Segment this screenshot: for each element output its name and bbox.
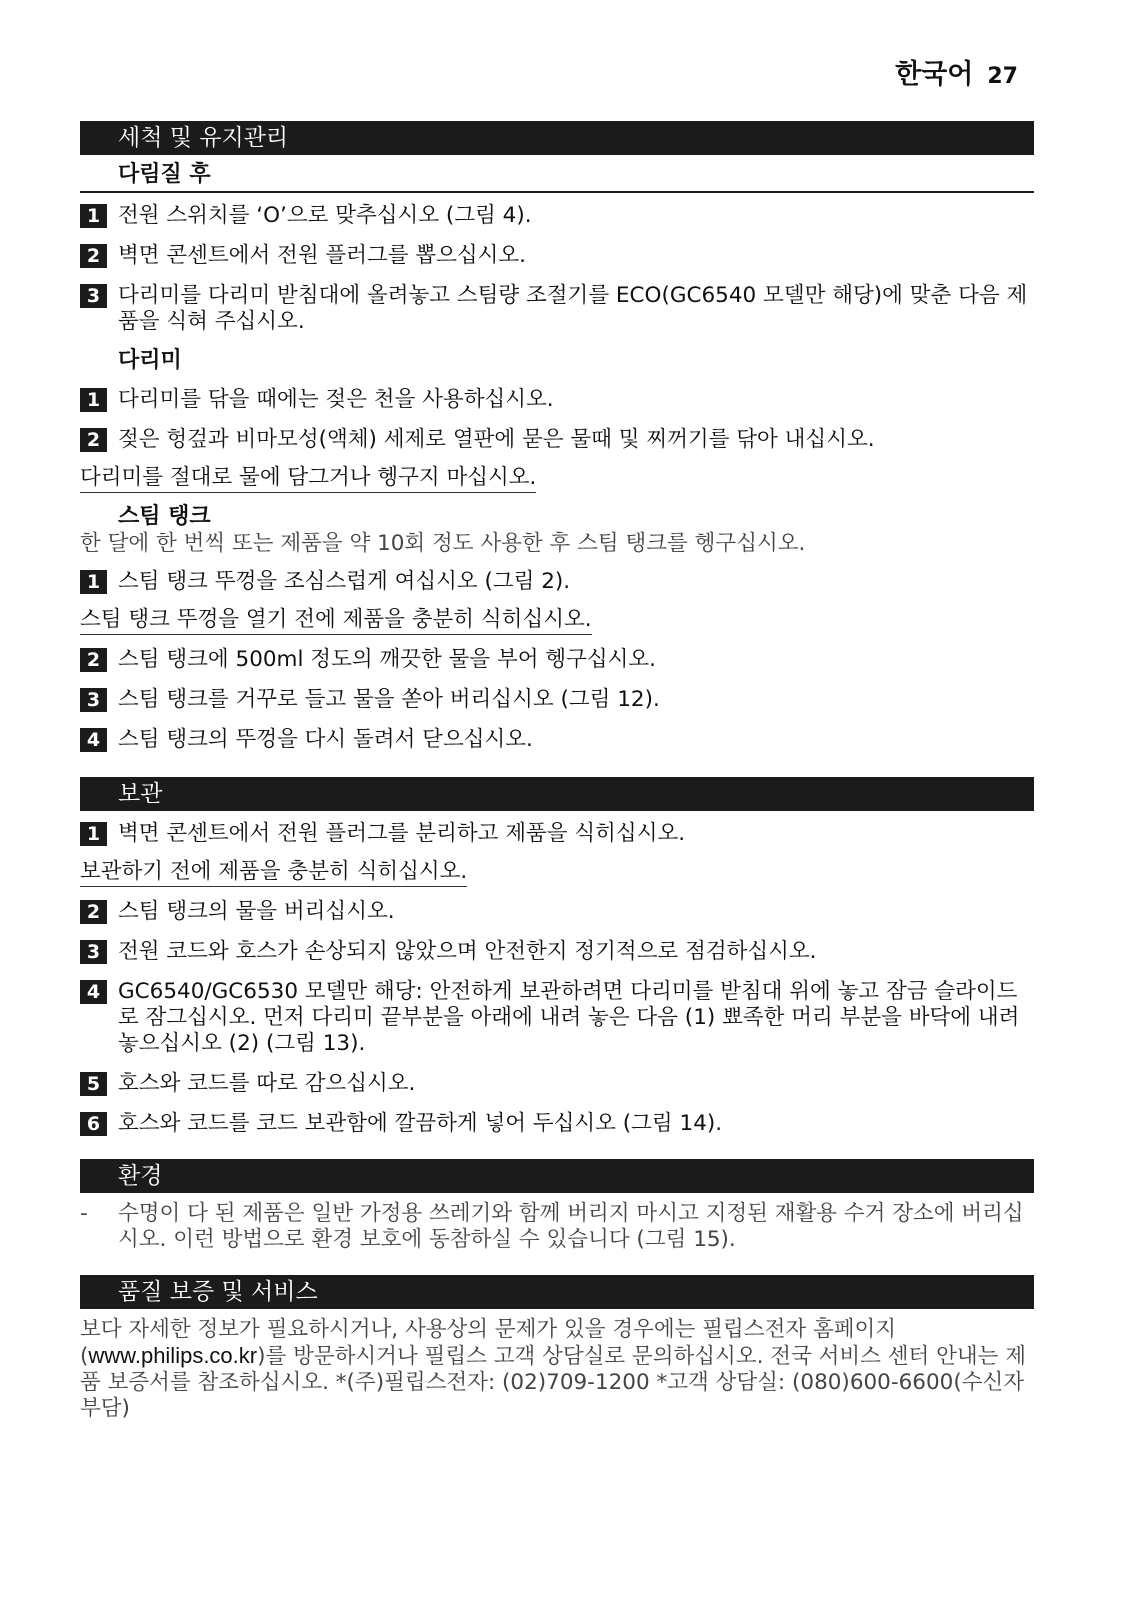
- page-header: [895, 52, 1018, 91]
- step-number: 1: [80, 822, 107, 846]
- step-text: 다리미를 다리미 받침대에 올려놓고 스팀량 조절기를 ECO(GC6540 모델만 해당)에 맞춘 다음 제품을 식혀 주십시오.: [118, 283, 1028, 334]
- step-number: 3: [80, 940, 107, 964]
- step-number: 2: [80, 428, 107, 452]
- step-number: 3: [80, 284, 107, 308]
- website-link[interactable]: www.philips.co.kr: [88, 1343, 258, 1368]
- warning-text: 다리미를 절대로 물에 담그거나 헹구지 마십시오.: [80, 465, 536, 493]
- step-text: 전원 스위치를 ‘O’으로 맞추십시오 (그림 4).: [118, 203, 532, 228]
- step-number: 6: [80, 1112, 107, 1136]
- page-number: 27: [987, 64, 1018, 89]
- step-item: [80, 647, 1034, 673]
- step-text: 스팀 탱크에 500ml 정도의 깨끗한 물을 부어 헹구십시오.: [118, 647, 657, 672]
- step-item: [80, 243, 1034, 269]
- step-item: [80, 979, 1034, 1057]
- step-text: 스팀 탱크를 거꾸로 들고 물을 쏟아 버리십시오 (그림 12).: [118, 687, 660, 712]
- step-number: 1: [80, 388, 107, 412]
- step-item: [80, 939, 1034, 965]
- bullet-marker: -: [80, 1201, 88, 1226]
- section-heading-storage: 보관: [80, 777, 1034, 811]
- step-text: 스팀 탱크 뚜껑을 조심스럽게 여십시오 (그림 2).: [118, 569, 571, 594]
- step-item: [80, 427, 1034, 453]
- step-item: [80, 821, 1034, 847]
- section-heading-warranty: 품질 보증 및 서비스: [80, 1275, 1034, 1309]
- step-item: [80, 283, 1034, 335]
- step-item: [80, 899, 1034, 925]
- step-text: GC6540/GC6530 모델만 해당: 안전하게 보관하려면 다리미를 받침대 위에 놓고 잠금 슬라이드로 잠그십시오. 먼저 다리미 끝부분을 아래에 내려 놓은 다음 (1) 뾰족한 머리 부분을 바닥에 내려 놓으십시오 (2) (그림 13).: [118, 979, 1020, 1056]
- step-number: 4: [80, 980, 107, 1004]
- step-number: 2: [80, 648, 107, 672]
- step-number: 2: [80, 900, 107, 924]
- step-number: 5: [80, 1072, 107, 1096]
- section-heading-cleaning: 세척 및 유지관리: [80, 121, 1034, 155]
- step-number: 2: [80, 244, 107, 268]
- subheading-steam-tank: 스팀 탱크: [118, 504, 211, 529]
- subheading-after-ironing: 다림질 후: [80, 161, 1034, 193]
- step-number: 1: [80, 204, 107, 228]
- language-label: 한국어: [895, 59, 974, 90]
- step-text: 전원 코드와 호스가 손상되지 않았으며 안전한지 정기적으로 점검하십시오.: [118, 939, 817, 964]
- step-text: 벽면 콘센트에서 전원 플러그를 분리하고 제품을 식히십시오.: [118, 821, 686, 846]
- step-text: 스팀 탱크의 물을 버리십시오.: [118, 899, 395, 924]
- step-item: [80, 1071, 1034, 1097]
- step-text: 벽면 콘센트에서 전원 플러그를 뽑으십시오.: [118, 243, 527, 268]
- step-text: 호스와 코드를 코드 보관함에 깔끔하게 넣어 두십시오 (그림 14).: [118, 1111, 723, 1136]
- intro-text: 한 달에 한 번씩 또는 제품을 약 10회 정도 사용한 후 스팀 탱크를 헹구십시오.: [80, 531, 806, 556]
- warranty-text-before: 보다 자세한 정보가 필요하시거나, 사용상의 문제가 있을 경우에는 필립스전자 홈페이지 (: [80, 1317, 897, 1369]
- subheading-iron: 다리미: [118, 348, 182, 373]
- warning-text: 보관하기 전에 제품을 충분히 식히십시오.: [80, 859, 467, 887]
- step-item: [80, 727, 1034, 753]
- step-item: [80, 569, 1034, 595]
- warranty-text: [80, 1317, 1034, 1422]
- step-text: 젖은 헝겊과 비마모성(액체) 세제로 열판에 묻은 물때 및 찌꺼기를 닦아 내십시오.: [118, 427, 875, 452]
- step-text: 스팀 탱크의 뚜껑을 다시 돌려서 닫으십시오.: [118, 727, 533, 752]
- bullet-text: 수명이 다 된 제품은 일반 가정용 쓰레기와 함께 버리지 마시고 지정된 재활용 수거 장소에 버리십시오. 이런 방법으로 환경 보호에 동참하실 수 있습니다 (그림 15).: [118, 1201, 1024, 1252]
- step-number: 1: [80, 570, 107, 594]
- step-text: 호스와 코드를 따로 감으십시오.: [118, 1071, 416, 1096]
- step-number: 4: [80, 728, 107, 752]
- step-item: [80, 1111, 1034, 1137]
- warranty-text-after: )를 방문하시거나 필립스 고객 상담실로 문의하십시오. 전국 서비스 센터 안내는 제품 보증서를 참조하십시오. *(주)필립스전자: (02)709-1200 *고객 상담실: (080)600-6600(수신자부담): [80, 1344, 1027, 1421]
- page-content: [80, 121, 1034, 1422]
- warning-text: 스팀 탱크 뚜껑을 열기 전에 제품을 충분히 식히십시오.: [80, 607, 592, 635]
- step-item: [80, 387, 1034, 413]
- step-text: 다리미를 닦을 때에는 젖은 천을 사용하십시오.: [118, 387, 554, 412]
- step-item: [80, 687, 1034, 713]
- section-heading-environment: 환경: [80, 1159, 1034, 1193]
- bullet-item: [80, 1201, 1034, 1253]
- step-item: [80, 203, 1034, 229]
- step-number: 3: [80, 688, 107, 712]
